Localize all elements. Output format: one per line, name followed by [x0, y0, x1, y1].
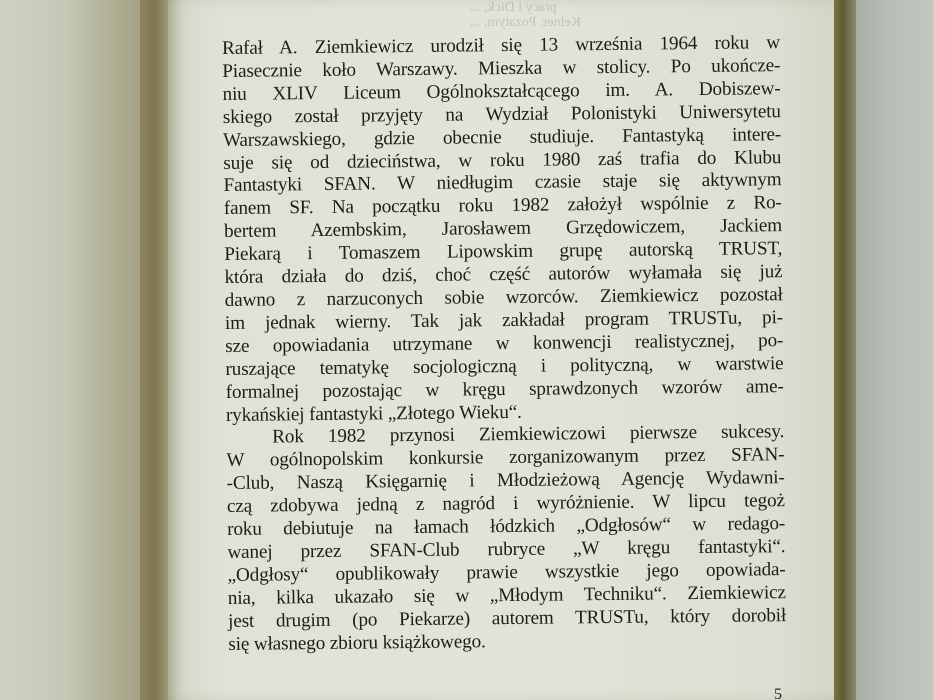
text-line: wanej przez SFAN-Club rubryce „W kręgu fantastyki“. [227, 536, 786, 563]
page-stack-edge [140, 0, 170, 700]
text-line: rykańskiej fantastyki „Złotego Wieku“. [225, 401, 522, 426]
paragraph-1 [222, 32, 784, 427]
body-text [222, 32, 786, 656]
text-line: Rafał A. Ziemkiewicz urodził się 13 września 1964 roku w [222, 32, 781, 59]
text-line: nia, kilka ukazało się w „Młodym Techniku“. Ziemkiewicz [227, 581, 786, 609]
text-line: bertem Azembskim, Jarosławem Grzędowiczem, Jackiem [223, 215, 783, 243]
text-line: „Odgłosy“ opublikowały prawie wszystkie jego opowiada- [227, 558, 786, 586]
bleed-line: Kelner. Pozatym, ... [470, 15, 581, 30]
text-line: Fantastyki SFAN. W niedługim czasie staje się aktywnym [223, 169, 782, 197]
text-line: ruszające tematykę socjologiczną i polityczną, w warstwie [225, 352, 784, 380]
page-number: 5 [774, 686, 782, 700]
text-line: się własnego zbioru książkowego. [228, 630, 486, 655]
text-line: czą zdobywa jedną z nagród i wyróżnienie. W lipcu tegoż [226, 490, 785, 518]
text-line: Piasecznie koło Warszawy. Mieszka w stolicy. Po ukończe- [222, 55, 781, 82]
bleed-through-text [470, 0, 810, 30]
page-right-edge [834, 0, 856, 700]
text-line: sze opowiadania utrzymane w konwencji realistycznej, po- [225, 329, 784, 357]
text-line: Rok 1982 przynosi Ziemkiewiczowi pierwsze sukcesy. [272, 421, 785, 448]
right-background [856, 0, 933, 700]
text-line: jest drugim (po Piekarze) autorem TRUSTu, który dorobił [227, 604, 787, 632]
text-line: dawno z narzuconych sobie wzorców. Ziemkiewicz pozostał [224, 284, 783, 311]
text-line: skiego został przyjęty na Wydział Polonistyki Uniwersytetu [222, 100, 781, 128]
text-line: roku debiutuje na łamach łódzkich „Odgłosów“ w redago- [227, 513, 786, 541]
text-line: W ogólnopolskim konkursie zorganizowanym przez SFAN- [226, 444, 785, 472]
text-line: suje się od dzieciństwa, w roku 1980 zaś trafia do Klubu [223, 146, 782, 174]
text-line: która działa do dziś, choć część autorów wyłamała się już [224, 261, 783, 289]
text-line: fanem SF. Na początku roku 1982 założył wspólnie z Ro- [223, 192, 782, 220]
text-line: formalnej pozostając w kręgu sprawdzonych wzorów ame- [225, 375, 784, 403]
text-line: -Club, Naszą Księgarnię i Młodzieżową Agencję Wydawni- [226, 467, 785, 495]
text-line: niu XLIV Liceum Ogólnokształcącego im. A. Dobiszew- [222, 77, 781, 105]
paragraph-2 [226, 422, 786, 657]
text-line: Warszawskiego, gdzie obecnie studiuje. Fantastyką intere- [222, 123, 782, 151]
text-line: im jednak wierny. Tak jak zakładał program TRUSTu, pi- [224, 307, 784, 334]
text-line: Piekarą i Tomaszem Lipowskim grupę autorską TRUST, [224, 238, 783, 266]
bleed-line: pracy i Dick, ... [470, 0, 557, 15]
